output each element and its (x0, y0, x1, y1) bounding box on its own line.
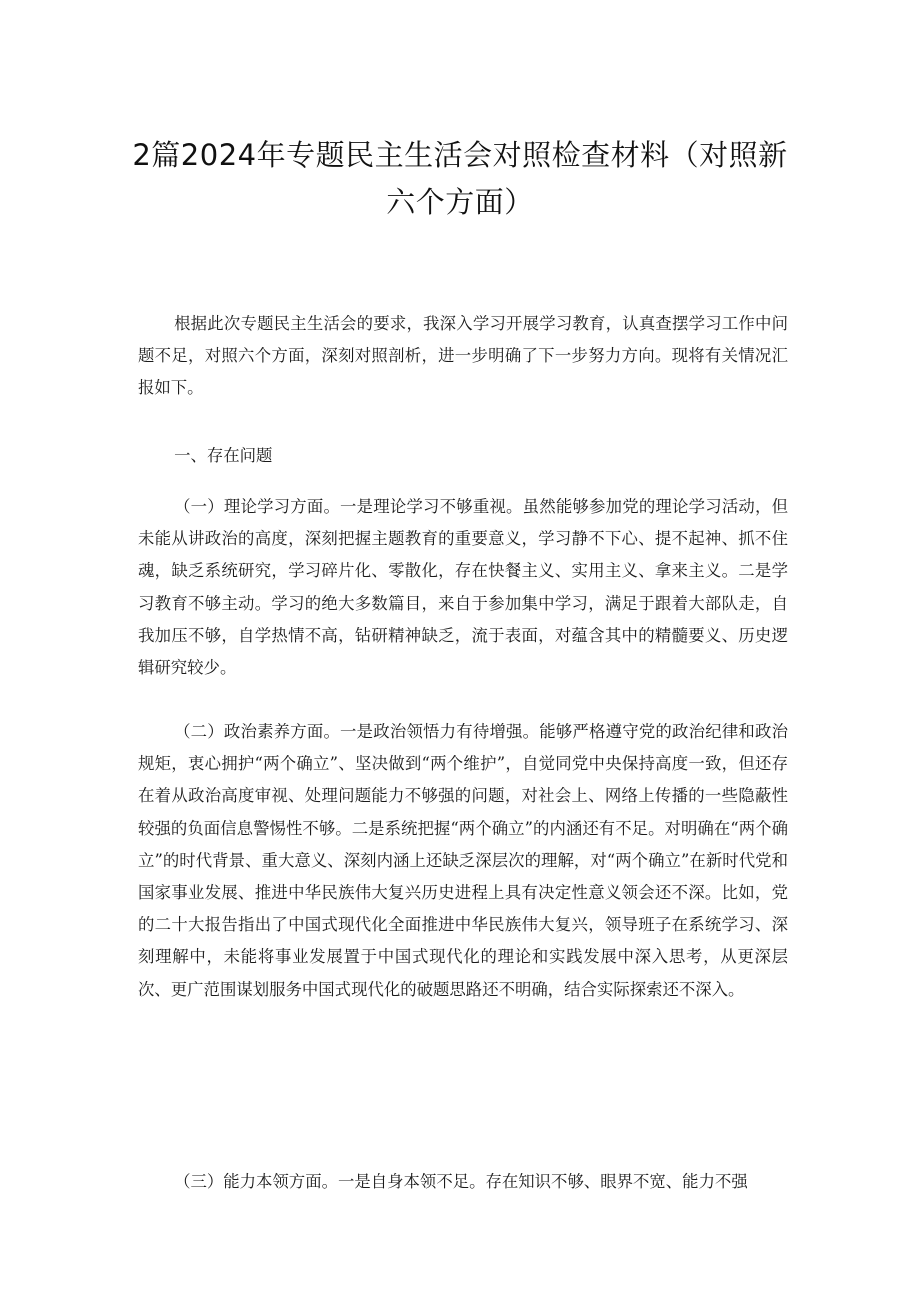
paragraph-theory-study: （一）理论学习方面。一是理论学习不够重视。虽然能够参加党的理论学习活动，但未能从讲政治的高度，深刻把握主题教育的重要意义，学习静不下心、提不起神、抓不住魂，缺乏系统研究，学习碎片化、零散化，存在快餐主义、实用主义、拿来主义。二是学习教育不够主动。学习的绝大多数篇目，来自于参加集中学习，满足于跟着大部队走，自我加压不够，自学热情不高，钻研精神缺乏，流于表面，对蕴含其中的精髓要义、历史逻辑研究较少。 (138, 497, 788, 678)
paragraph-political-quality: （二）政治素养方面。一是政治领悟力有待增强。能够严格遵守党的政治纪律和政治规矩，衷心拥护“两个确立”、坚决做到“两个维护”，自觉同党中央保持高度一致，但还存在着从政治高度审视、处理问题能力不够强的问题，对社会上、网络上传播的一些隐蔽性较强的负面信息警惕性不够。二是系统把握“两个确立”的内涵还有不足。对明确在“两个确立”的时代背景、重大意义、深刻内涵上还缺乏深层次的理解，对“两个确立”在新时代党和国家事业发展、推进中华民族伟大复兴历史进程上具有决定性意义领会还不深。比如，党的二十大报告指出了中国式现代化全面推进中华民族伟大复兴，领导班子在系统学习、深刻理解中，未能将事业发展置于中国式现代化的理论和实践发展中深入思考，从更深层次、更广范围谋划服务中国式现代化的破题思路还不明确，结合实际探索还不深入。 (138, 722, 788, 999)
document-title: 2篇2024年专题民主生活会对照检查材料（对照新六个方面） (132, 138, 788, 219)
paragraph-ability: （三）能力本领方面。一是自身本领不足。存在知识不够、眼界不宽、能力不强 (174, 1172, 748, 1191)
section-heading-problems: 一、存在问题 (174, 446, 273, 465)
intro-paragraph: 根据此次专题民主生活会的要求，我深入学习开展学习教育，认真查摆学习工作中问题不足，对照六个方面，深刻对照剖析，进一步明确了下一步努力方向。现将有关情况汇报如下。 (138, 314, 788, 398)
